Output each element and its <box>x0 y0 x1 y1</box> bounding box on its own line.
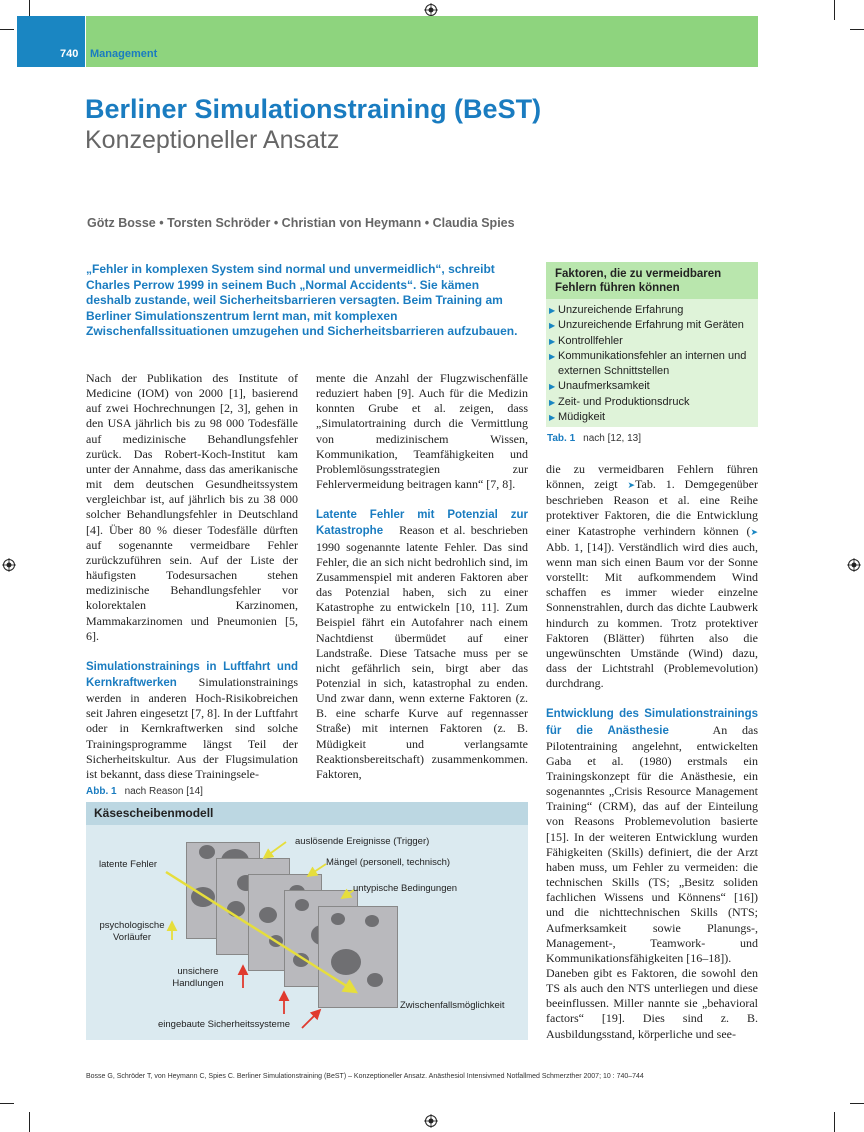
table-1-title: Faktoren, die zu vermeidbaren Fehlern führen können <box>546 262 758 299</box>
registration-mark-icon <box>2 558 16 572</box>
table-1-list <box>546 299 758 425</box>
paragraph-text: die zu vermeidbaren Fehlern führen können, zeigt <box>546 462 758 492</box>
list-item: ▶ Unzureichende Erfahrung mit Geräten <box>549 318 754 333</box>
paragraph-text: , [14]). Verständlich wird dies auch, wenn man sich einen Baum vor der Sonne vorstellt: Mit aufkommendem Wind schaffen es immer wieder einzelne Sonnenstrahlen, durch das dichte Laubwerk hindurch zu kommen. Trotz protektiver Faktoren (Blätter) führten also die ungewünschten Umstände (Wind) dazu, dass der Lichtstrahl (Problemevolution) durchdrang. <box>546 539 758 691</box>
paragraph: mente die Anzahl der Flugzwischenfälle reduziert haben [9]. Auch für die Medizin konnten Grube et al. zeigen, dass „Simulatortraining durch die Vermittlung von medizinischem Wissen, Kommunikation, Teamfähigkeiten und Problemlösungsstrategien zur Fehlervermeidung beitragen kann“ [7, 8]. <box>316 371 528 492</box>
caption-label: Abb. 1 <box>86 786 117 797</box>
article-subtitle: Konzeptioneller Ansatz <box>85 126 340 154</box>
crop-mark <box>0 1103 14 1104</box>
figure-1-swiss-cheese-model <box>86 802 528 1040</box>
list-item: ▶ Kommunikationsfehler an internen und externen Schnittstellen <box>549 349 754 380</box>
label-safety-systems: eingebaute Sicherheitssysteme <box>158 1019 291 1030</box>
paragraph-text: Reason et al. beschrieben 1990 sogenannte latente Fehler. Das sind Fehler, die an sich nicht bedrohlich sind, im Zusammenspiel mit anderen Faktoren aber das Potenzial haben, sich zu einer Katastrophe zu entwickeln [10, 11]. Zum Beispiel fährt ein Autofahrer nach einem Nachtdienst übermüdet auf einer Landstraße. Diese Tatsache muss per se nicht gefährlich sein, birgt aber das Potenzial in sich, katastrophal zu enden. Und zwar dann, wenn externe Faktoren (z. B. eine scharfe Kurve auf regennasser Straße) mit internen Faktoren (z. B. Müdigkeit und verlangsamte Reaktionsbereitschaft) zusammenkommen. Faktoren, <box>316 523 528 781</box>
subheading: Latente Fehler mit Potenzial zur Katastrophe <box>316 509 528 538</box>
paragraph-text: . Demgegenüber beschrieben Reason et al. eine Reihe protektiver Faktoren, die die Entwicklung einer Katastrophe verhindern können ( <box>546 477 758 538</box>
page-number: 740 <box>60 48 79 60</box>
list-item: ▶ Müdigkeit <box>549 410 754 425</box>
paragraph <box>546 706 758 966</box>
label-latent-errors: latente Fehler <box>99 859 158 870</box>
table-1-caption <box>547 433 641 444</box>
list-item: ▶ Zeit- und Produktionsdruck <box>549 395 754 410</box>
paragraph <box>546 462 758 691</box>
lead-paragraph: „Fehler in komplexen System sind normal und unvermeidlich“, schreibt Charles Perrow 1999 in seinem Buch „Normal Accidents“. Sie kämen deshalb zustande, weil Sicherheitsbarrieren versagten. Beim Training am Berliner Simulationszentrum lernt man, mit komplexen Zwischenfallssituationen umzugehen und Sicherheitsbarrieren aufzubauen. <box>86 262 518 339</box>
list-item: ▶ Unaufmerksamkeit <box>549 379 754 394</box>
subheading: Simulationstrainings in Luftfahrt und Kernkraftwerken <box>86 660 298 689</box>
text-column-1 <box>86 371 298 782</box>
paragraph <box>86 659 298 782</box>
list-item: ▶ Kontrollfehler <box>549 334 754 349</box>
table-1-box <box>546 262 758 427</box>
figure-reference-link[interactable]: Abb. 1 <box>546 539 580 554</box>
subheading: Entwicklung des Simulationstrainings für die Anästhesie <box>546 708 758 737</box>
crop-mark <box>0 29 14 30</box>
caption-label: Tab. 1 <box>547 433 576 444</box>
crop-mark <box>850 1103 864 1104</box>
article-title: Berliner Simulationstraining (BeST) <box>85 94 542 124</box>
caption-text: nach Reason [14] <box>124 786 203 797</box>
crop-mark <box>834 0 835 20</box>
caption-text: nach [12, 13] <box>583 433 641 444</box>
header-band <box>86 16 758 67</box>
paragraph: Daneben gibt es Faktoren, die sowohl den TS als auch den NTS unterliegen und diese beeinflussen. Miller nannte sie „behavioral factors“ [19]. Dies sind z. B. Ausbildungsstand, körperliche und see- <box>546 966 758 1041</box>
label-incident-possibility: Zwischenfallsmöglichkeit <box>400 1000 505 1011</box>
figure-1-caption <box>86 786 203 797</box>
crop-mark <box>29 1112 30 1132</box>
list-item: ▶ Unzureichende Erfahrung <box>549 303 754 318</box>
crop-mark <box>850 29 864 30</box>
crop-mark <box>834 1112 835 1132</box>
paragraph-text: An das Pilotentraining angelehnt, entwickelten Gaba et al. (1980) erstmals ein Trainingskonzept für die Anästhesie, ein sogenanntes „Crisis Resource Management Training“ (CRM), das auf der Einteilung von Reasons Problemevolution basierte [15]. In der weiteren Entwicklung wurden Fähigkeiten (Skills) definiert, die der Arzt haben muss, um Fehler zu vermeiden: die technischen Skills (TS; „Besitz soliden fachlichen Wissens und Könnens“ [16]) und die nichttechnischen Skills (NTS; Aufmerksamkeit sowie Planungs-, Management-, Teamwork- und Kommunikationsfähigkeiten [16–18]). <box>546 722 758 965</box>
label-psychological-precursors: psychologische Vorläufer <box>99 920 165 943</box>
paragraph-text: Simulationstrainings werden in anderen Hoch-Risikobreichen seit Jahren eingesetzt [7, 8]. In der Luftfahrt oder in Kernkraftwerken sind solche Trainingsprogramme längst Teil der Sicherheitskultur. Aus der Flugsimulation ist bekannt, dass diese Trainingsele- <box>86 674 298 781</box>
reference-arrow-icon: ➤ <box>750 526 758 537</box>
label-atypical-conditions: untypische Bedingungen <box>353 883 458 894</box>
registration-mark-icon <box>424 3 438 17</box>
reference-arrow-icon: ➤ <box>627 480 636 491</box>
section-label: Management <box>90 48 158 60</box>
registration-mark-icon <box>424 1114 438 1128</box>
text-column-2 <box>316 371 528 782</box>
label-trigger: auslösende Ereignisse (Trigger) <box>295 836 430 847</box>
registration-mark-icon <box>847 558 861 572</box>
paragraph: Nach der Publikation des Institute of Medicine (IOM) von 2000 [1], basierend auf zwei Hochrechnungen [2, 3], gehen in den USA jährlich bis zu 98 000 Todesfälle auf medizinische Behandlungsfehler zurück. Das Robert-Koch-Institut kam unter der Annahme, dass das amerikanische mit dem deutschen Gesundheitssystem vergleichbar ist, auf jährlich bis zu 38 000 solcher Behandlungsfehler in Deutschland [4]. Über 80 % dieser Todesfälle dürften auf sogenannte vermeidbare Fehler zurückzuführen sein. Auf der Liste der häufigsten Todesursachen stehen medizinische Behandlungsfehler vor kolorektalen Karzinomen, Mammakarzinomen und Pneumonien [5, 6]. <box>86 371 298 643</box>
label-unsafe-acts: unsichere Handlungen <box>172 966 224 989</box>
label-deficiencies: Mängel (personell, technisch) <box>326 857 451 868</box>
table-reference-link[interactable]: Tab. 1 <box>635 477 672 492</box>
label-arrow <box>302 1010 320 1028</box>
figure-1-title: Käsescheibenmodell <box>86 802 528 825</box>
paragraph <box>316 507 528 782</box>
citation-footer: Bosse G, Schröder T, von Heymann C, Spies C. Berliner Simulationstraining (BeST) – Konzeptioneller Ansatz. Anästhesiol Intensivmed Notfallmed Schmerzther 2007; 10 : 740–744 <box>86 1073 644 1080</box>
text-column-3 <box>546 462 758 1042</box>
author-list: Götz Bosse • Torsten Schröder • Christian von Heymann • Claudia Spies <box>87 216 515 230</box>
label-arrow <box>264 842 286 858</box>
label-arrow <box>308 864 326 876</box>
